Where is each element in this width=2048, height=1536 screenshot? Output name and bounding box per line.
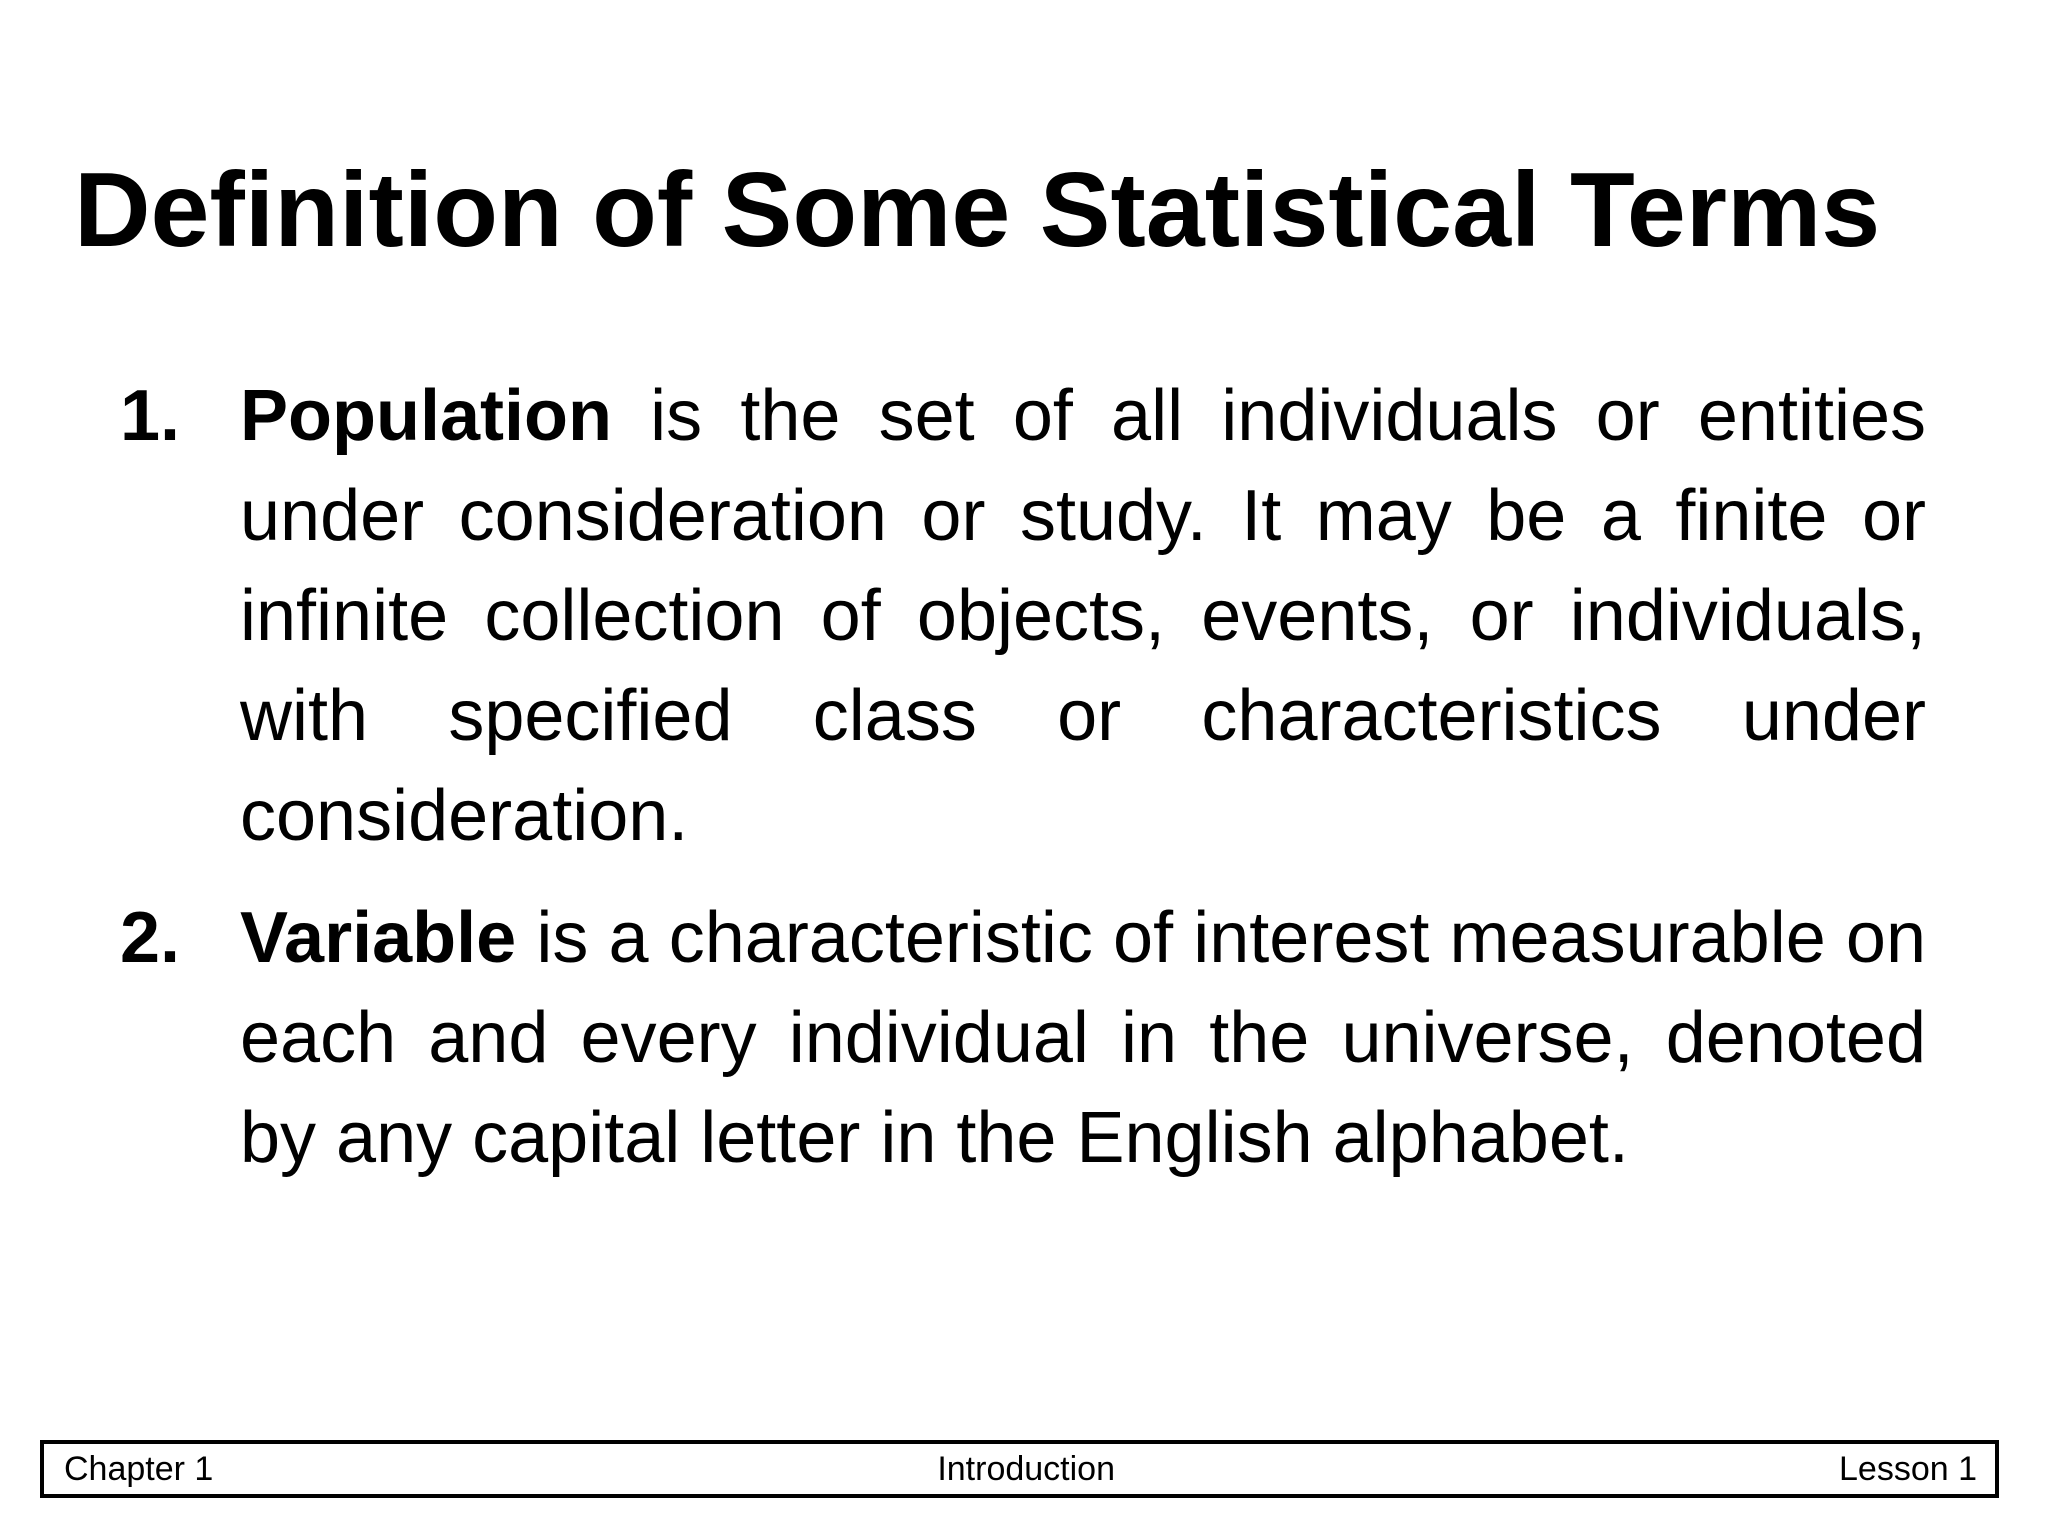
definition-term: Variable bbox=[240, 898, 517, 978]
definition-number: 2. bbox=[120, 898, 181, 978]
definition-term: Population bbox=[240, 376, 612, 456]
definition-number: 1. bbox=[120, 376, 181, 456]
footer-lesson: Lesson 1 bbox=[1839, 1449, 1977, 1488]
definition-body bbox=[240, 888, 1926, 1188]
definition-item-population bbox=[120, 366, 1926, 866]
definition-text: is a characteristic of interest measurable on each and every individual in the universe, denoted by any capital letter in the English alphabet. bbox=[240, 898, 1926, 1178]
definition-item-variable bbox=[120, 888, 1926, 1188]
footer-section: Introduction bbox=[937, 1449, 1115, 1488]
definition-text: is the set of all individuals or entities under consideration or study. It may be a finite or infinite collection of objects, events, or individuals, with specified class or characteristics under consideration. bbox=[240, 376, 1926, 856]
footer-chapter: Chapter 1 bbox=[64, 1449, 214, 1488]
definition-list bbox=[120, 366, 1926, 1188]
slide-footer bbox=[40, 1440, 1999, 1498]
definition-body bbox=[240, 366, 1926, 866]
slide-title: Definition of Some Statistical Terms bbox=[74, 151, 1881, 269]
